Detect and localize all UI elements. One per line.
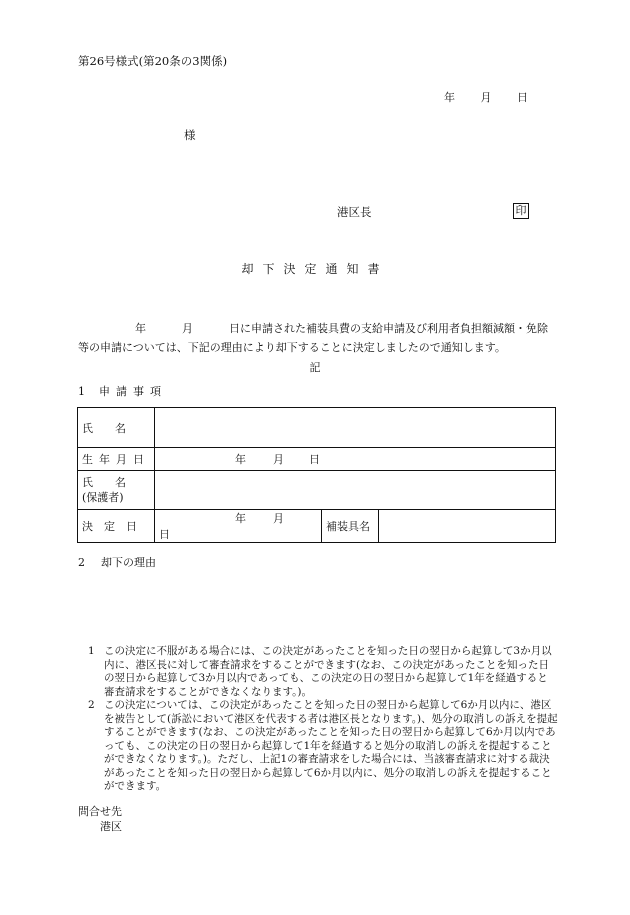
decision-date-value: [155, 510, 322, 543]
month-label: 月: [480, 91, 492, 104]
section1-title: 申請事項: [99, 385, 167, 398]
issuer-title: 港区長: [337, 205, 372, 219]
form-number: 第26号様式(第20条の3関係): [78, 54, 228, 68]
table-row: [78, 471, 556, 510]
body-year: 年: [135, 322, 146, 335]
ki-mark: 記: [309, 361, 321, 374]
guardian-label-line2: (保護者): [82, 491, 124, 504]
day-label: 日: [517, 91, 528, 104]
section1-number: 1: [78, 385, 85, 398]
note-number: 2: [88, 699, 95, 711]
application-table: [77, 407, 556, 543]
contact-label: 問合せ先: [78, 805, 122, 818]
birth-day: 日: [309, 453, 320, 466]
section2-title: 却下の理由: [101, 556, 156, 569]
guardian-label: [78, 471, 155, 510]
table-row: [78, 510, 556, 543]
addressee-suffix: 様: [184, 128, 196, 142]
guardian-value: [155, 471, 556, 510]
birth-month: 月: [273, 453, 284, 466]
seal-mark: 印: [513, 203, 529, 219]
birthdate-value: [155, 448, 556, 471]
decision-day: 日: [159, 528, 170, 541]
section2-heading: [78, 557, 156, 568]
name-value: [155, 408, 556, 448]
guardian-label-line1: 氏 名: [82, 476, 126, 489]
body-line2: 等の申請については、下記の理由により却下することに決定しましたので通知します。: [78, 341, 506, 354]
year-label: 年: [444, 91, 455, 104]
section2-number: 2: [78, 556, 85, 569]
decision-date-label: 決 定 日: [78, 510, 155, 543]
note-text: この決定については、この決定があったことを知った日の翌日から起算して6か月以内に、港区を被告として(訴訟において港区を代表する者は港区長となります。)、処分の取消しの訴えを提起することができます(なお、この決定があったことを知った日の翌日から起算して6か月以内であっても、この決定の日の翌日から起算して1年を経過すると処分の取消しの訴えを提起することができなくなります。)。ただし、上記1の審査請求をした場合には、当該審査請求に対する裁決があったことを知った日の翌日から起算して6か月以内に、処分の取消しの訴えを提起することができます。: [104, 699, 558, 792]
notes: [88, 645, 558, 794]
device-value: [379, 510, 556, 543]
device-label: 補装具名: [322, 510, 379, 543]
note-item: [88, 699, 558, 794]
table-row: [78, 408, 556, 448]
contact-ward: 港区: [100, 820, 122, 833]
decision-month: 月: [273, 512, 284, 525]
contact-block: [78, 804, 122, 834]
issue-date: [444, 92, 528, 103]
body-month: 月: [182, 322, 193, 335]
note-item: [88, 645, 558, 699]
body-line1: 日に申請された補装具費の支給申請及び利用者負担額減額・免除: [229, 322, 548, 335]
body-paragraph: [78, 319, 556, 357]
note-number: 1: [88, 645, 95, 657]
name-label: 氏 名: [78, 408, 155, 448]
section1-heading: [78, 386, 167, 397]
note-text: この決定に不服がある場合には、この決定があったことを知った日の翌日から起算して3か月以内に、港区長に対して審査請求をすることができます(なお、この決定があったことを知った日の翌日から起算して3か月以内であっても、この決定の日の翌日から起算して1年を経過すると審査請求をすることができなくなります。)。: [104, 645, 552, 698]
birth-year: 年: [235, 453, 246, 466]
decision-year: 年: [235, 512, 246, 525]
birthdate-label: 生年月日: [78, 448, 155, 471]
table-row: [78, 448, 556, 471]
document-title: 却下決定通知書: [241, 262, 389, 276]
